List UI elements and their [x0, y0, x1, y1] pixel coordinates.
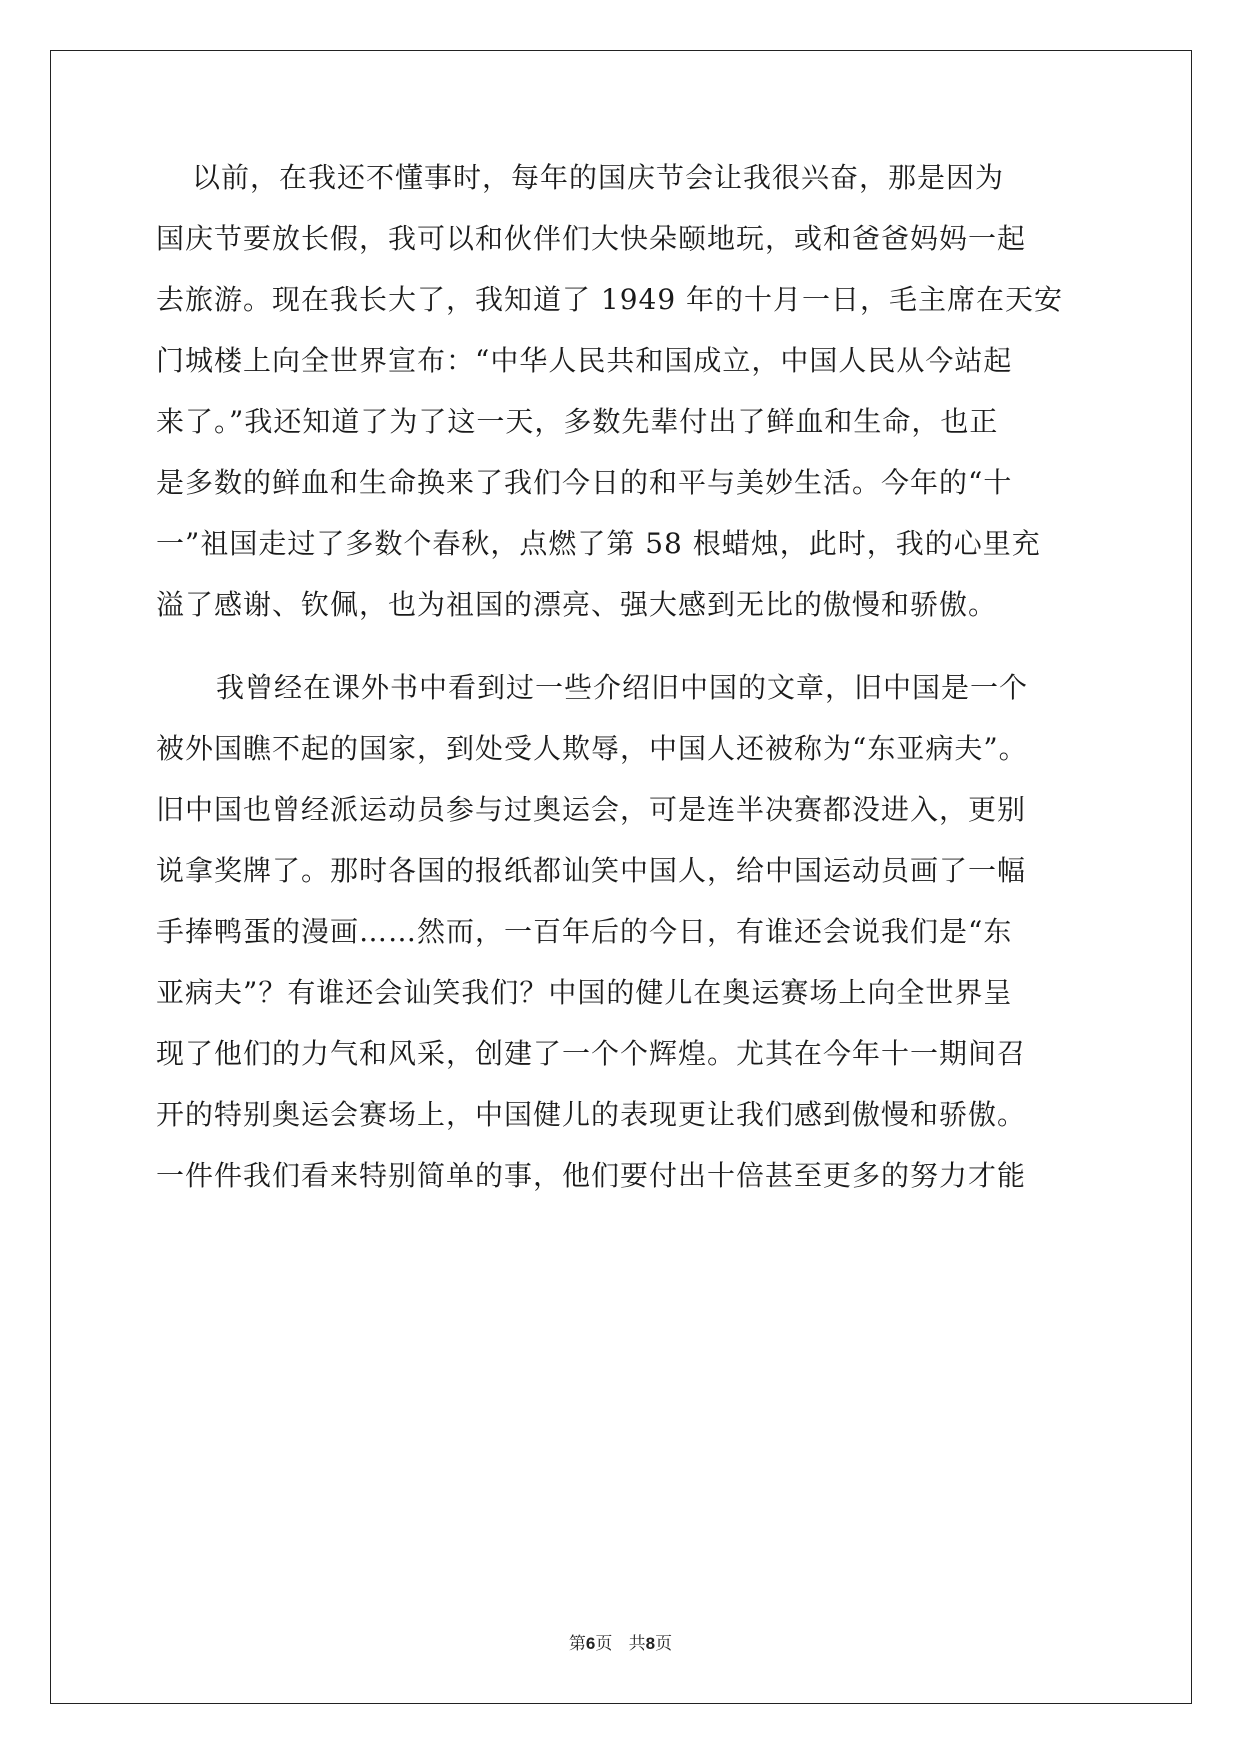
- text-line: 旧中国也曾经派运动员参与过奥运会，可是连半决赛都没进入，更别: [156, 793, 1027, 826]
- text-line: 亚病夫”？有谁还会讪笑我们？中国的健儿在奥运赛场上向全世界呈: [156, 976, 1013, 1009]
- text-line: 开的特别奥运会赛场上，中国健儿的表现更让我们感到傲慢和骄傲。: [156, 1098, 1027, 1131]
- total-label-prefix: 共: [628, 1634, 646, 1654]
- text-line: 溢了感谢、钦佩，也为祖国的漂亮、强大感到无比的傲慢和骄傲。: [156, 588, 998, 621]
- text-line: 门城楼上向全世界宣布：“中华人民共和国成立，中国人民从今站起: [156, 344, 1013, 377]
- text-line: 现了他们的力气和风采，创建了一个个辉煌。尤其在今年十一期间召: [156, 1037, 1027, 1070]
- page-label-unit: 页: [595, 1634, 613, 1654]
- text-line: 国庆节要放长假，我可以和伙伴们大快朵颐地玩，或和爸爸妈妈一起: [156, 222, 1027, 255]
- page-label-prefix: 第: [568, 1634, 586, 1654]
- text-line: 以前，在我还不懂事时，每年的国庆节会让我很兴奋，那是因为: [192, 161, 1005, 194]
- total-page-number: 8: [645, 1634, 656, 1653]
- text-line: 一件件我们看来特别简单的事，他们要付出十倍甚至更多的努力才能: [156, 1159, 1027, 1192]
- text-line: 我曾经在课外书中看到过一些介绍旧中国的文章，旧中国是一个: [216, 671, 1029, 704]
- total-label-unit: 页: [655, 1634, 673, 1654]
- text-line: 去旅游。现在我长大了，我知道了 1949 年的十月一日，毛主席在天安: [156, 283, 1064, 316]
- text-line: 一”祖国走过了多数个春秋，点燃了第 58 根蜡烛，此时，我的心里充: [156, 527, 1041, 560]
- current-page-number: 6: [585, 1634, 596, 1653]
- text-line: 是多数的鲜血和生命换来了我们今日的和平与美妙生活。今年的“十: [156, 466, 1013, 499]
- text-line: 被外国瞧不起的国家，到处受人欺辱，中国人还被称为“东亚病夫”。: [156, 732, 1028, 765]
- text-line: 手捧鸭蛋的漫画……然而，一百年后的今日，有谁还会说我们是“东: [156, 915, 1013, 948]
- text-line: 来了。”我还知道了为了这一天，多数先辈付出了鲜血和生命，也正: [156, 405, 999, 438]
- text-line: 说拿奖牌了。那时各国的报纸都讪笑中国人，给中国运动员画了一幅: [156, 854, 1027, 887]
- page-number-footer: [0, 1634, 1241, 1654]
